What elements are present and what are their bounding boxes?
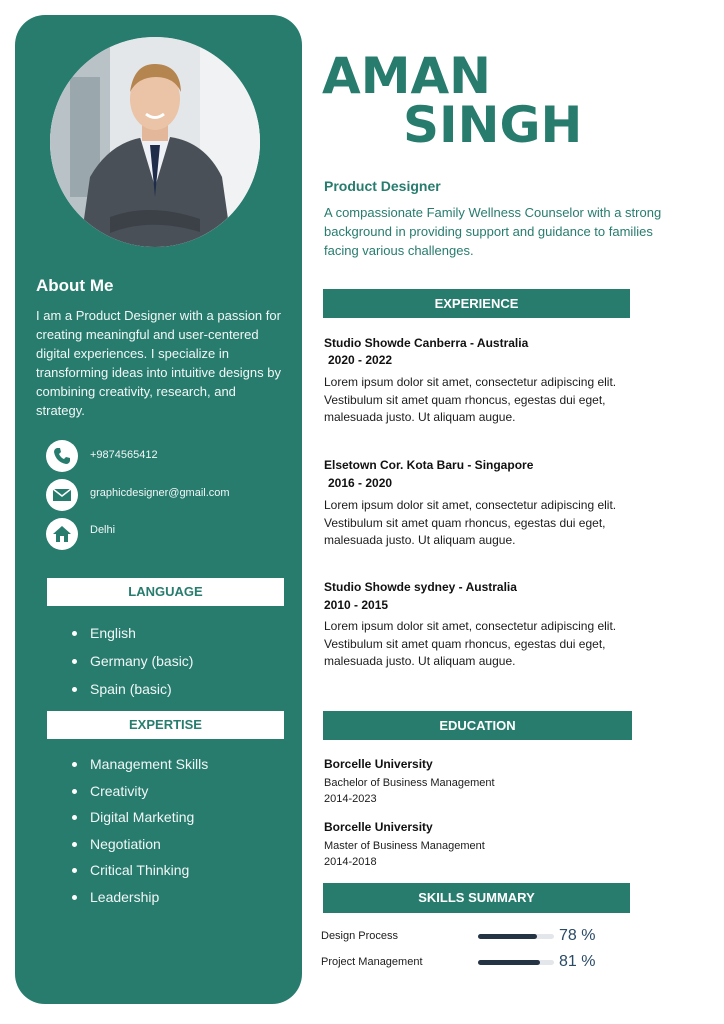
profile-photo (50, 37, 260, 247)
skill-name: Design Process (321, 930, 399, 942)
job-years: 2010 - 2015 (324, 598, 389, 612)
expertise-item: Digital Marketing (72, 808, 208, 835)
job-description: Lorem ipsum dolor sit amet, consectetur adipiscing elit. Vestibulum sit amet quam rhoncus, egestas dui eget, malesuada justo. Ut aliquam augue. (324, 498, 617, 547)
education-school: Borcelle University (324, 820, 433, 834)
language-list (72, 624, 193, 708)
contact-location: Delhi (90, 524, 116, 536)
last-name: SINGH (403, 96, 583, 154)
expertise-item: Negotiation (72, 835, 208, 862)
expertise-item: Critical Thinking (72, 861, 208, 888)
expertise-heading: EXPERTISE (47, 711, 284, 739)
education-degree: Bachelor of Business Management (324, 777, 495, 789)
job-description: Lorem ipsum dolor sit amet, consectetur adipiscing elit. Vestibulum sit amet quam rhoncus, egestas dui eget, malesuada justo. Ut aliquam augue. (324, 375, 617, 424)
skill-bar-track (478, 960, 554, 965)
education-degree: Master of Business Management (324, 840, 485, 852)
language-item: English (72, 624, 193, 652)
email-icon (46, 479, 78, 511)
skills-heading: SKILLS SUMMARY (323, 883, 630, 913)
expertise-item: Creativity (72, 782, 208, 809)
expertise-item: Leadership (72, 888, 208, 915)
expertise-item: Management Skills (72, 755, 208, 782)
portrait-image (50, 37, 260, 247)
about-heading: About Me (36, 276, 114, 295)
profile-summary: A compassionate Family Wellness Counselor with a strong background in providing support and guidance to families facing various challenges. (324, 205, 662, 258)
education-school: Borcelle University (324, 757, 433, 771)
skill-name: Project Management (321, 956, 423, 968)
education-years: 2014-2023 (324, 793, 377, 805)
language-item: Spain (basic) (72, 680, 193, 708)
job-company: Elsetown Cor. Kota Baru - Singapore (324, 458, 534, 472)
job-company: Studio Showde Canberra - Australia (324, 336, 529, 350)
expertise-list (72, 755, 208, 914)
contact-phone: +9874565412 (90, 449, 158, 461)
contact-email: graphicdesigner@gmail.com (90, 487, 230, 499)
job-description: Lorem ipsum dolor sit amet, consectetur adipiscing elit. Vestibulum sit amet quam rhoncus, egestas dui eget, malesuada justo. Ut aliquam augue. (324, 619, 617, 668)
phone-icon (46, 440, 78, 472)
job-years: 2016 - 2020 (328, 476, 393, 490)
first-name: AMAN (322, 47, 491, 105)
skill-bar-fill (478, 960, 540, 965)
education-heading: EDUCATION (323, 711, 632, 740)
about-text: I am a Product Designer with a passion for creating meaningful and user-centered digital experiences. I specialize in transforming ideas into intuitive designs by combining creativity, research, and strategy. (36, 308, 281, 418)
skill-percent: 78 % (559, 927, 596, 944)
experience-heading: EXPERIENCE (323, 289, 630, 318)
job-title: Product Designer (324, 178, 441, 194)
skill-bar-track (478, 934, 554, 939)
language-item: Germany (basic) (72, 652, 193, 680)
language-heading: LANGUAGE (47, 578, 284, 606)
education-years: 2014-2018 (324, 856, 377, 868)
job-company: Studio Showde sydney - Australia (324, 580, 517, 594)
home-icon (46, 518, 78, 550)
skill-percent: 81 % (559, 953, 596, 970)
job-years: 2020 - 2022 (328, 353, 393, 367)
skill-bar-fill (478, 934, 537, 939)
